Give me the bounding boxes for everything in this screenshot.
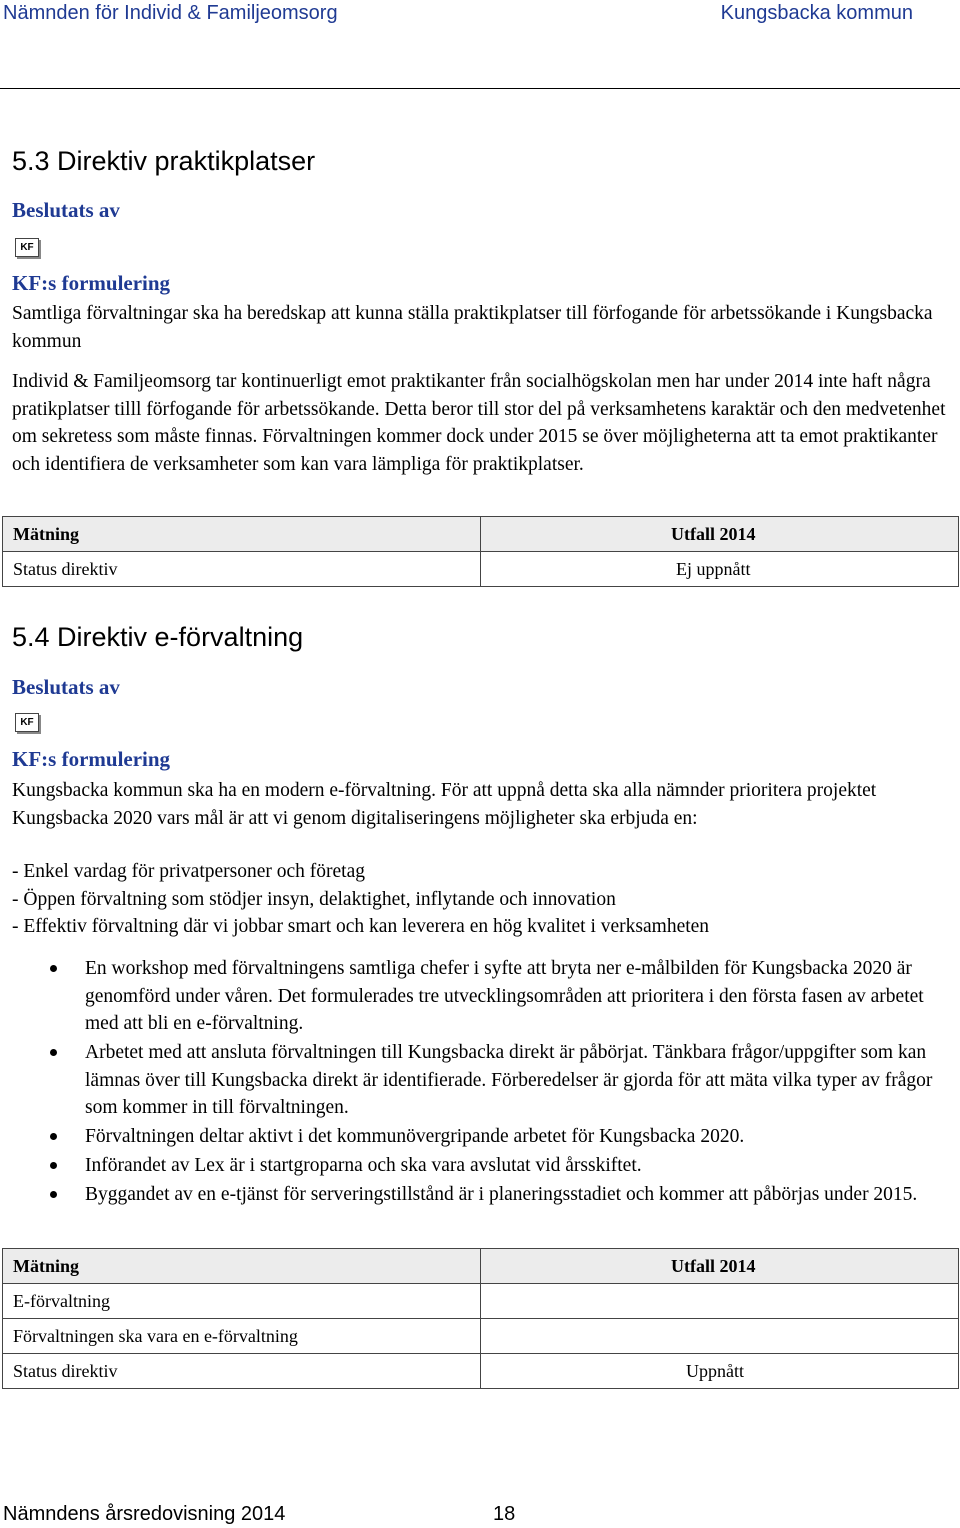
- kf-formulation-heading: KF:s formulering: [12, 271, 171, 295]
- table-header-outcome: Utfall 2014: [481, 1249, 959, 1284]
- header-organization: Kungsbacka kommun: [720, 2, 913, 24]
- table-cell-outcome: [481, 1319, 959, 1354]
- section-title: 5.3 Direktiv praktikplatser: [12, 146, 316, 176]
- section-body: Individ & Familjeomsorg tar kontinuerligt emot praktikanter från socialhögskolan men har under 2014 inte haft några pratikplatser tilll förfogande för arbetssökande. Detta beror till stor del på verksamhetens karaktär och den medvetenhet om sekretess som måste finnas. Förvaltningen kommer dock under 2015 se över möjligheterna att ta emot praktikanter och identifiera de verksamheter som kan vara lämpliga för praktikplatser.: [12, 371, 946, 475]
- table-cell-outcome: Ej uppnått: [481, 552, 959, 587]
- list-item: En workshop med förvaltningens samtliga chefer i syfte att bryta ner e-målbilden för Kungsbacka 2020 är genomförd under våren. Det formulerades tre utvecklingsområden att prioritera i den första fasen av arbetet med att bli en e-förvaltning.: [48, 955, 948, 1038]
- goal-line: - Öppen förvaltning som stödjer insyn, delaktighet, inflytande och innovation: [12, 889, 616, 910]
- goal-line: - Effektiv förvaltning där vi jobbar smart och kan leverera en hög kvalitet i verksamheten: [12, 916, 710, 937]
- decided-by-heading: Beslutats av: [12, 198, 120, 222]
- section-title: 5.4 Direktiv e-förvaltning: [12, 622, 304, 652]
- progress-bullet-list: [48, 955, 948, 1210]
- table-row: [3, 1284, 959, 1319]
- kf-formulation-text: Kungsbacka kommun ska ha en modern e-förvaltning. För att uppnå detta ska alla nämnder prioritera projektet Kungsbacka 2020 vars mål är att vi genom digitaliseringens möjligheter ska erbjuda en:: [12, 780, 877, 829]
- goal-line: - Enkel vardag för privatpersoner och företag: [12, 861, 366, 882]
- table-header-measure: Mätning: [3, 517, 481, 552]
- list-item: Förvaltningen deltar aktivt i det kommunövergripande arbetet för Kungsbacka 2020.: [48, 1123, 948, 1151]
- table-header-outcome: Utfall 2014: [481, 517, 959, 552]
- table-header-row: [3, 1249, 959, 1284]
- table-header-row: [3, 517, 959, 552]
- list-item: Arbetet med att ansluta förvaltningen till Kungsbacka direkt är påbörjat. Tänkbara frågor/uppgifter som kan lämnas över till Kungsbacka direkt är identifierade. Förberedelser är gjorda för att mäta vilka typer av frågor som kommer in till förvaltningen.: [48, 1039, 948, 1122]
- table-cell-measure: Status direktiv: [3, 1354, 481, 1389]
- list-item: Införandet av Lex är i startgroparna och ska vara avslutat vid årsskiftet.: [48, 1152, 948, 1180]
- list-item: Byggandet av en e-tjänst för serveringstillstånd är i planeringsstadiet och kommer att påbörjas under 2015.: [48, 1181, 948, 1209]
- table-cell-measure: E-förvaltning: [3, 1284, 481, 1319]
- table-row: [3, 1354, 959, 1389]
- page-number: 18: [493, 1503, 516, 1525]
- decided-by-heading: Beslutats av: [12, 675, 120, 699]
- table-cell-measure: Status direktiv: [3, 552, 481, 587]
- table-cell-outcome: [481, 1284, 959, 1319]
- kf-formulation-heading: KF:s formulering: [12, 747, 171, 771]
- kf-badge-icon: KF: [15, 713, 39, 732]
- measurement-table: [2, 516, 959, 587]
- table-cell-outcome: Uppnått: [481, 1354, 959, 1389]
- header-title: Nämnden för Individ & Familjeomsorg: [3, 2, 338, 24]
- header-rule: [0, 88, 960, 89]
- table-row: [3, 1319, 959, 1354]
- kf-badge-icon: KF: [15, 238, 39, 257]
- table-cell-measure: Förvaltningen ska vara en e-förvaltning: [3, 1319, 481, 1354]
- measurement-table: [2, 1248, 959, 1389]
- table-header-measure: Mätning: [3, 1249, 481, 1284]
- footer-title: Nämndens årsredovisning 2014: [3, 1503, 286, 1525]
- kf-formulation-text: Samtliga förvaltningar ska ha beredskap att kunna ställa praktikplatser till förfogande för arbetssökande i Kungsbacka kommun: [12, 303, 933, 352]
- table-row: [3, 552, 959, 587]
